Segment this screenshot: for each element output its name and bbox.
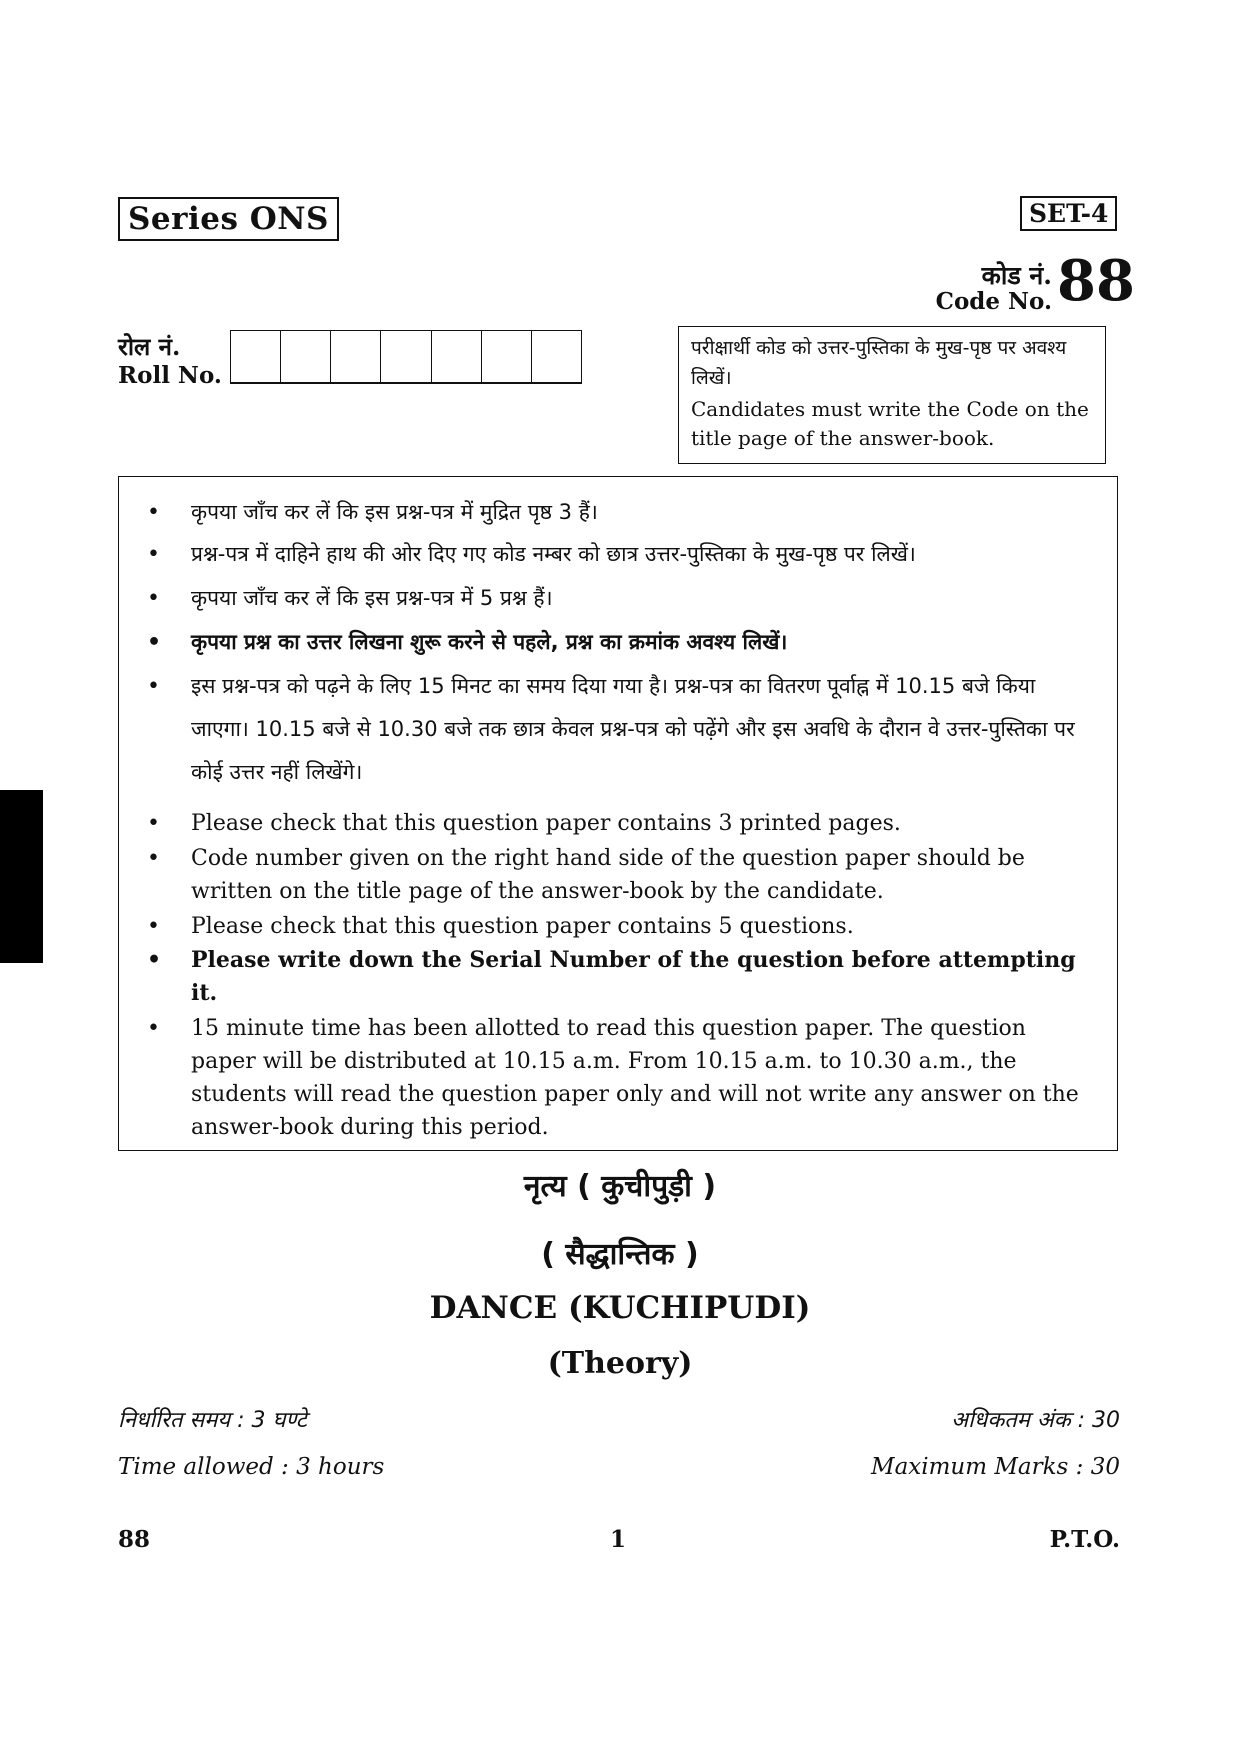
- code-notice-box: [678, 326, 1106, 464]
- instruction-item: • Please write down the Serial Number of the question before attempting it.: [191, 944, 1091, 1010]
- series-label: Series ONS: [118, 197, 339, 241]
- page-number: 1: [610, 1526, 627, 1553]
- instruction-item: • Code number given on the right hand side of the question paper should be written on the title page of the answer-book by the candidate.: [191, 842, 1091, 908]
- roll-digit-box[interactable]: [281, 331, 331, 382]
- instructions-box: [118, 476, 1118, 1151]
- instruction-item: • कृपया जाँच कर लें कि इस प्रश्न-पत्र में मुद्रित पृष्ठ 3 हैं।: [191, 491, 1091, 534]
- maximum-marks-english: Maximum Marks : 30: [871, 1454, 1120, 1480]
- instruction-item: • कृपया जाँच कर लें कि इस प्रश्न-पत्र में 5 प्रश्न हैं।: [191, 577, 1091, 620]
- paper-type-english: (Theory): [547, 1346, 693, 1381]
- notice-english: Candidates must write the Code on the title page of the answer-book.: [691, 397, 1089, 450]
- roll-digit-box[interactable]: [482, 331, 532, 382]
- roll-digit-box[interactable]: [331, 331, 381, 382]
- instruction-item: • कृपया प्रश्न का उत्तर लिखना शुरू करने से पहले, प्रश्न का क्रमांक अवश्य लिखें।: [191, 621, 1091, 664]
- footer-code: 88: [118, 1526, 151, 1553]
- roll-digit-box[interactable]: [532, 331, 581, 382]
- roll-number-grid[interactable]: [230, 330, 582, 384]
- time-allowed-english: Time allowed : 3 hours: [118, 1454, 385, 1480]
- set-label: SET-4: [1020, 196, 1117, 231]
- code-label-hindi: कोड नं.: [981, 261, 1052, 290]
- roll-digit-box[interactable]: [231, 331, 281, 382]
- roll-digit-box[interactable]: [381, 331, 431, 382]
- roll-digit-box[interactable]: [432, 331, 482, 382]
- roll-label-hindi: रोल नं.: [118, 332, 181, 361]
- time-allowed-hindi: निर्धारित समय : 3 घण्टे: [118, 1408, 307, 1433]
- margin-marker: [0, 790, 43, 963]
- subject-title-english: DANCE (KUCHIPUDI): [429, 1290, 811, 1326]
- paper-type-hindi: ( सैद्धान्तिक ): [541, 1237, 699, 1272]
- code-label-english: Code No.: [935, 288, 1052, 315]
- subject-title-hindi: नृत्य ( कुचीपुड़ी ): [523, 1169, 717, 1204]
- code-number: 88: [1057, 248, 1135, 314]
- maximum-marks-hindi: अधिकतम अंक : 30: [951, 1408, 1120, 1433]
- instruction-item: • 15 minute time has been allotted to read this question paper. The question paper will be distributed at 10.15 a.m. From 10.15 a.m. to 10.30 a.m., the students will read the question paper only and will not write any answer on the answer-book during this period.: [191, 1012, 1091, 1144]
- instruction-item: • इस प्रश्न-पत्र को पढ़ने के लिए 15 मिनट का समय दिया गया है। प्रश्न-पत्र का वितरण पूर्वाह्न में 10.15 बजे किया जाएगा। 10.15 बजे से 10.30 बजे तक छात्र केवल प्रश्न-पत्र को पढ़ेंगे और इस अवधि के दौरान वे उत्तर-पुस्तिका पर कोई उत्तर नहीं लिखेंगे।: [191, 665, 1091, 794]
- notice-hindi: परीक्षार्थी कोड को उत्तर-पुस्तिका के मुख-पृष्ठ पर अवश्य लिखें।: [691, 337, 1067, 389]
- please-turn-over: P.T.O.: [1049, 1526, 1120, 1553]
- instruction-item: • Please check that this question paper contains 3 printed pages.: [191, 807, 1091, 840]
- instruction-item: • प्रश्न-पत्र में दाहिने हाथ की ओर दिए गए कोड नम्बर को छात्र उत्तर-पुस्तिका के मुख-पृष्ठ पर लिखें।: [191, 533, 1091, 576]
- instruction-item: • Please check that this question paper contains 5 questions.: [191, 910, 1091, 943]
- roll-label-english: Roll No.: [118, 362, 222, 389]
